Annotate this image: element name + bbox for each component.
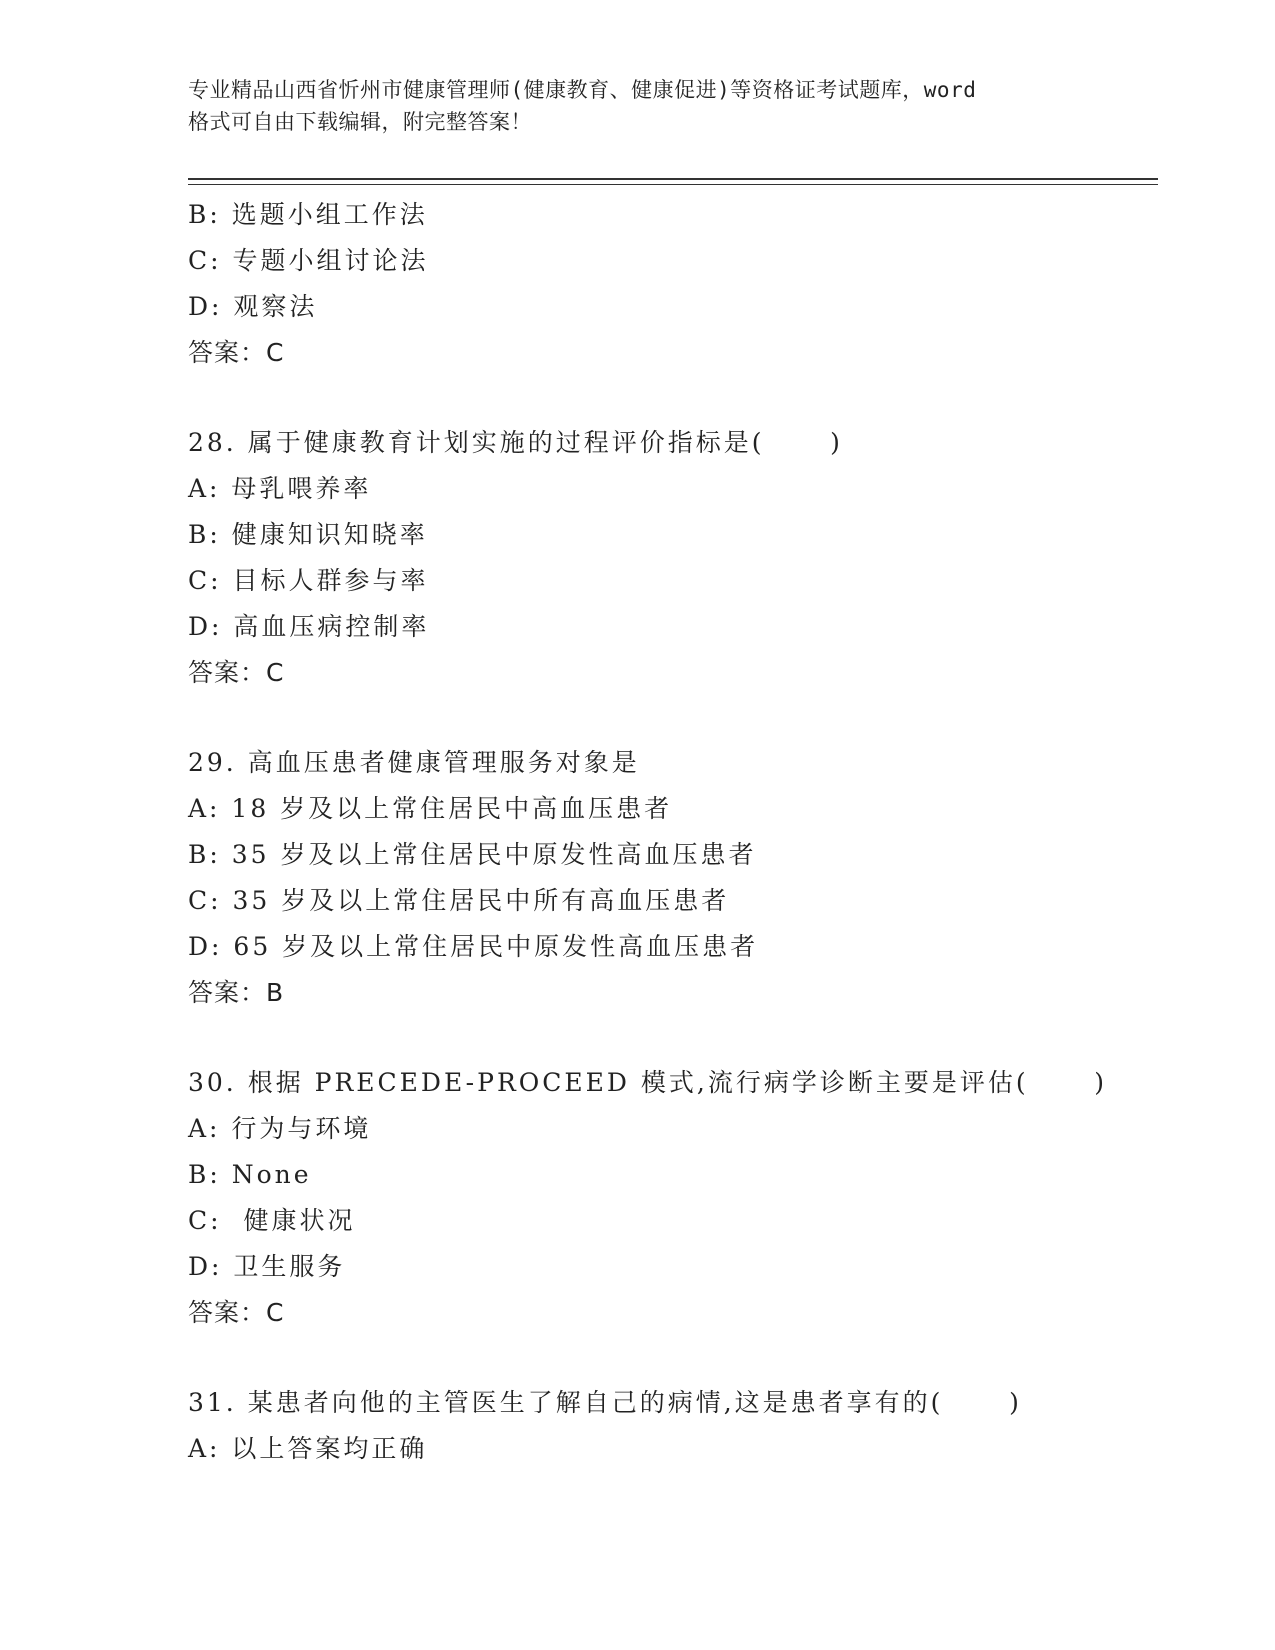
option-c: C: 健康状况	[188, 1206, 356, 1235]
question-list	[188, 192, 1168, 1472]
option-c: C: 35 岁及以上常住居民中所有高血压患者	[188, 886, 730, 915]
option-a: A: 母乳喂养率	[188, 474, 372, 503]
question-stem: 29. 高血压患者健康管理服务对象是	[188, 748, 640, 777]
question-30	[188, 1060, 1168, 1336]
question-stem: 28. 属于健康教育计划实施的过程评价指标是( )	[188, 428, 843, 457]
option-b: B: 选题小组工作法	[188, 200, 428, 229]
option-a: A: 18 岁及以上常住居民中高血压患者	[188, 794, 673, 823]
option-b: B: None	[188, 1160, 312, 1189]
question-28	[188, 420, 1168, 696]
option-d: D: 观察法	[188, 292, 318, 321]
document-header	[188, 74, 1088, 138]
question-stem: 31. 某患者向他的主管医生了解自己的病情,这是患者享有的( )	[188, 1388, 1022, 1417]
question-29	[188, 740, 1168, 1016]
question-31	[188, 1380, 1168, 1472]
answer-line: 答案：B	[188, 978, 285, 1007]
header-line-2: 格式可自由下载编辑，附完整答案！	[188, 110, 532, 134]
header-line-1: 专业精品山西省忻州市健康管理师(健康教育、健康促进)等资格证考试题库，word	[188, 78, 977, 102]
question-27-tail	[188, 192, 1168, 376]
option-d: D: 65 岁及以上常住居民中原发性高血压患者	[188, 932, 759, 961]
option-b: B: 健康知识知晓率	[188, 520, 428, 549]
option-c: C: 专题小组讨论法	[188, 246, 429, 275]
answer-line: 答案：C	[188, 658, 285, 687]
option-d: D: 卫生服务	[188, 1252, 346, 1281]
option-a: A: 以上答案均正确	[188, 1434, 428, 1463]
option-c: C: 目标人群参与率	[188, 566, 429, 595]
option-b: B: 35 岁及以上常住居民中原发性高血压患者	[188, 840, 757, 869]
answer-line: 答案：C	[188, 338, 285, 367]
header-divider-thin	[188, 184, 1158, 185]
answer-line: 答案：C	[188, 1298, 285, 1327]
option-d: D: 高血压病控制率	[188, 612, 430, 641]
question-stem: 30. 根据 PRECEDE-PROCEED 模式,流行病学诊断主要是评估( )	[188, 1068, 1108, 1097]
header-divider	[188, 178, 1158, 180]
option-a: A: 行为与环境	[188, 1114, 372, 1143]
